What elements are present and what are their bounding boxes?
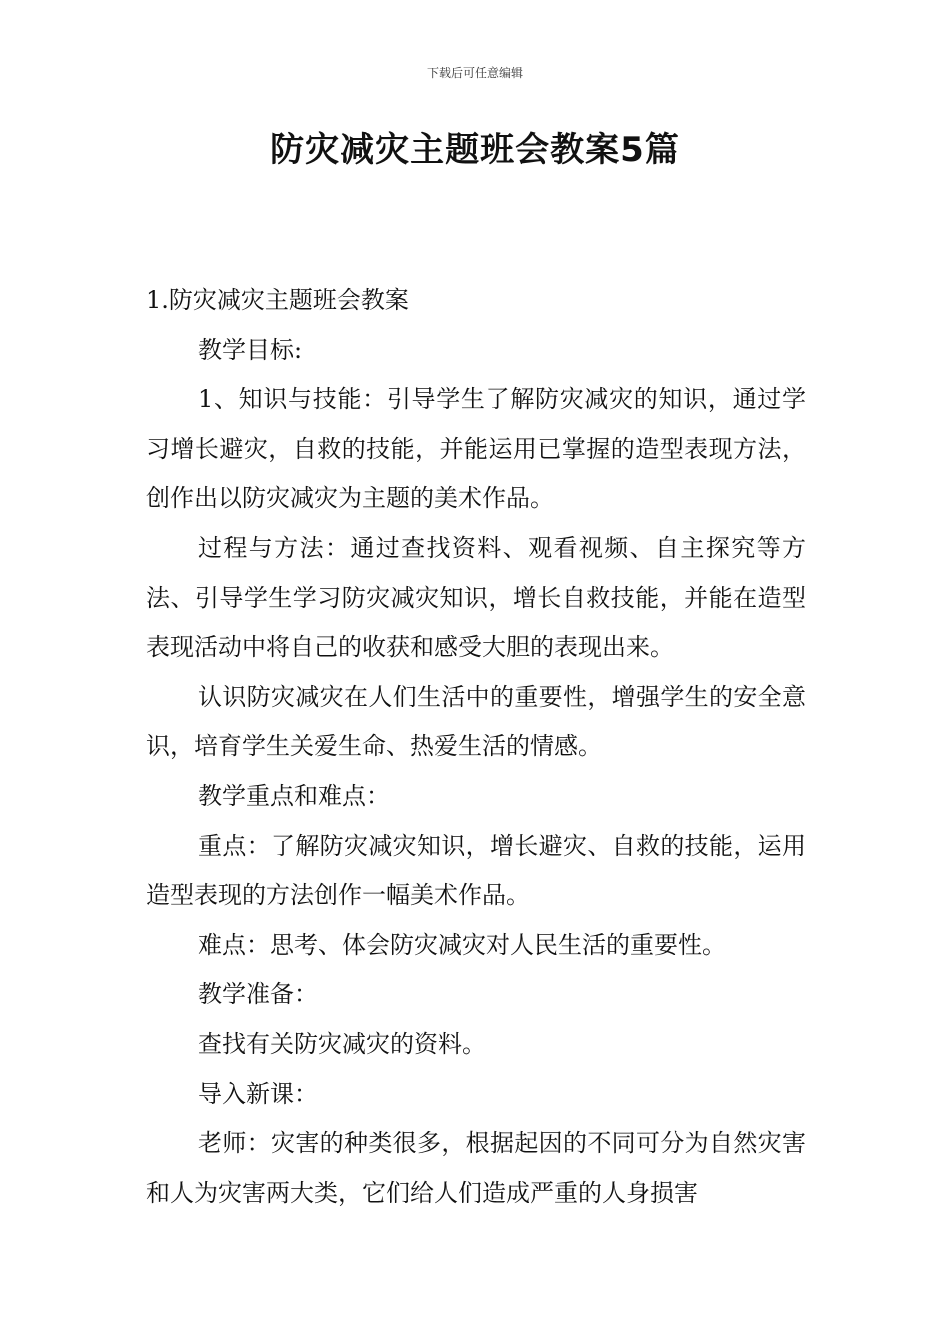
document-title: 防灾减灾主题班会教案5篇 [270,130,680,170]
paragraph: 老师：灾害的种类很多，根据起因的不同可分为自然灾害和人为灾害两大类，它们给人们造成严重的人身损害 [146,1129,806,1207]
paragraph: 导入新课： [198,1079,318,1108]
paragraph: 查找有关防灾减灾的资料。 [198,1029,486,1058]
paragraph: 重点：了解防灾减灾知识，增长避灾、自救的技能，运用造型表现的方法创作一幅美术作品。 [146,831,806,910]
paragraph: 教学准备： [198,980,318,1009]
paragraph: 教学目标: [198,335,303,364]
paragraph: 过程与方法：通过查找资料、观看视频、自主探究等方法、引导学生学习防灾减灾知识，增长自救技能，并能在造型表现活动中将自己的收获和感受大胆的表现出来。 [146,533,806,662]
document-body [146,276,806,1218]
paragraph: 难点：思考、体会防灾减灾对人民生活的重要性。 [198,930,726,959]
paragraph: 1、知识与技能：引导学生了解防灾减灾的知识，通过学习增长避灾，自救的技能，并能运用已掌握的造型表现方法，创作出以防灾减灾为主题的美术作品。 [146,385,806,513]
paragraph: 教学重点和难点： [198,781,390,810]
section-heading: 1.防灾减灾主题班会教案 [146,286,409,314]
header-note: 下载后可任意编辑 [426,66,523,80]
paragraph: 认识防灾减灾在人们生活中的重要性，增强学生的安全意识，培育学生关爱生命、热爱生活的情感。 [146,682,806,761]
